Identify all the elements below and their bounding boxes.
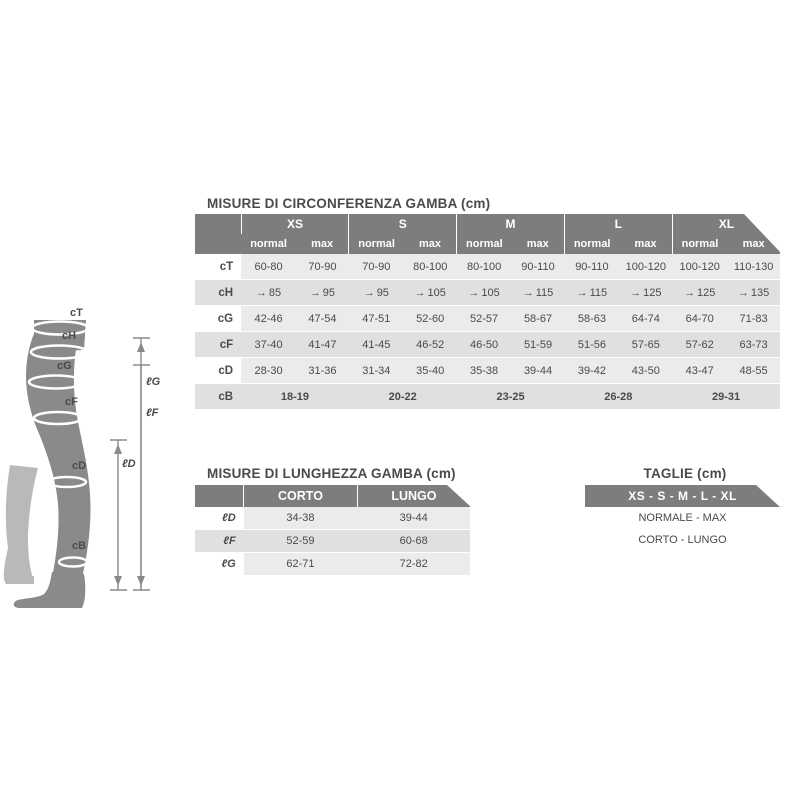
arrow-icon: → — [468, 286, 480, 299]
cell: 57-62 — [672, 332, 727, 358]
cell — [404, 280, 457, 306]
row-label-cG: cG — [195, 306, 241, 332]
subheader-xl-normal: normal — [672, 234, 727, 254]
arrow-icon: → — [630, 286, 642, 299]
cell: 41-47 — [296, 332, 349, 358]
cell: 80-100 — [404, 254, 457, 280]
cell: 51-59 — [512, 332, 565, 358]
label-cB: cB — [72, 540, 87, 552]
cell-value: 125 — [697, 286, 716, 299]
size-header-m: M — [457, 214, 565, 234]
label-lF: ℓF — [146, 407, 159, 419]
cell-value: 85 — [268, 286, 282, 299]
sizes-row-normale-max: NORMALE - MAX — [585, 507, 780, 529]
cell: 90-110 — [564, 254, 619, 280]
cell: 46-52 — [404, 332, 457, 358]
cell: 58-67 — [512, 306, 565, 332]
cell: 47-54 — [296, 306, 349, 332]
label-lG: ℓG — [146, 376, 161, 388]
cell-value: 95 — [322, 286, 336, 299]
cell: 28-30 — [241, 358, 296, 384]
leg-illustration — [0, 290, 195, 610]
length-title: MISURE DI LUNGHEZZA GAMBA (cm) — [207, 466, 456, 481]
cell — [727, 280, 780, 306]
row-label-cF: cF — [195, 332, 241, 358]
cell — [512, 280, 565, 306]
length-header-corto: CORTO — [244, 485, 358, 507]
cell-value: 135 — [750, 286, 770, 299]
cell: 52-60 — [404, 306, 457, 332]
cell: 31-36 — [296, 358, 349, 384]
arrow-icon: → — [522, 286, 534, 299]
cell — [241, 280, 296, 306]
arrow-icon: → — [414, 286, 426, 299]
cell: 42-46 — [241, 306, 296, 332]
cell: 110-130 — [727, 254, 780, 280]
size-header-s: S — [349, 214, 457, 234]
row-label-lF: ℓF — [195, 530, 244, 553]
arrow-icon: → — [737, 286, 749, 299]
row-label-cT: cT — [195, 254, 241, 280]
cell: 70-90 — [349, 254, 404, 280]
cell: 52-59 — [244, 530, 358, 553]
cell: 26-28 — [564, 384, 672, 410]
subheader-xl-max: max — [727, 234, 780, 254]
cell: 18-19 — [241, 384, 349, 410]
label-cD: cD — [72, 460, 87, 472]
cell: 31-34 — [349, 358, 404, 384]
cell — [349, 280, 404, 306]
arrow-icon: → — [363, 286, 375, 299]
size-header-xl: XL — [672, 214, 780, 234]
cell: 39-42 — [564, 358, 619, 384]
cell: 34-38 — [244, 507, 358, 530]
cell — [564, 280, 619, 306]
row-label-lD: ℓD — [195, 507, 244, 530]
row-label-lG: ℓG — [195, 553, 244, 576]
cell: 29-31 — [672, 384, 780, 410]
length-header-notch — [447, 485, 471, 507]
cell: 71-83 — [727, 306, 780, 332]
sizes-title: TAGLIE (cm) — [643, 466, 727, 481]
arrow-icon: → — [576, 286, 588, 299]
label-cT: cT — [70, 307, 83, 319]
cell: 43-47 — [672, 358, 727, 384]
cell: 46-50 — [457, 332, 512, 358]
size-header-l: L — [564, 214, 672, 234]
cell: 39-44 — [357, 507, 470, 530]
subheader-xs-normal: normal — [241, 234, 296, 254]
cell — [457, 280, 512, 306]
cell: 62-71 — [244, 553, 358, 576]
length-header-row — [195, 485, 470, 507]
table-row — [195, 254, 780, 280]
length-header-lungo: LUNGO — [357, 485, 470, 507]
cell: 64-70 — [672, 306, 727, 332]
row-label-cD: cD — [195, 358, 241, 384]
cell: 60-68 — [357, 530, 470, 553]
cell — [672, 280, 727, 306]
cell-value: 105 — [427, 286, 446, 299]
arrow-icon: → — [255, 286, 267, 299]
label-lD: ℓD — [122, 458, 136, 470]
table-row — [195, 530, 470, 553]
cell: 48-55 — [727, 358, 780, 384]
subheader-m-normal: normal — [457, 234, 512, 254]
cell: 52-57 — [457, 306, 512, 332]
cell-value: 95 — [376, 286, 389, 299]
subheader-l-normal: normal — [564, 234, 619, 254]
cell: 37-40 — [241, 332, 296, 358]
sizes-box — [585, 485, 780, 551]
cell: 57-65 — [619, 332, 672, 358]
cell: 51-56 — [564, 332, 619, 358]
size-header-xs: XS — [241, 214, 349, 234]
arrow-icon: → — [684, 286, 696, 299]
table-row — [195, 507, 470, 530]
table-row — [195, 384, 780, 410]
cell: 35-38 — [457, 358, 512, 384]
sizes-header-notch — [756, 485, 780, 507]
label-cH: cH — [62, 330, 77, 342]
leg-diagram — [0, 290, 195, 610]
header-band-notch — [744, 214, 782, 254]
cell: 64-74 — [619, 306, 672, 332]
table-row — [195, 553, 470, 576]
cell-value: 115 — [535, 286, 554, 299]
subheader-xs-max: max — [296, 234, 349, 254]
subheader-s-max: max — [404, 234, 457, 254]
table-row — [195, 306, 780, 332]
size-header-row — [195, 214, 780, 234]
cell: 70-90 — [296, 254, 349, 280]
cell: 90-110 — [512, 254, 565, 280]
length-table — [195, 485, 470, 575]
row-label-cB: cB — [195, 384, 241, 410]
arrow-icon: → — [309, 286, 321, 299]
table-row — [195, 280, 780, 306]
cell: 41-45 — [349, 332, 404, 358]
row-label-cH: cH — [195, 280, 241, 306]
label-cG: cG — [57, 360, 72, 372]
cell: 23-25 — [457, 384, 565, 410]
cell-value: 125 — [643, 286, 662, 299]
cell-value: 105 — [481, 286, 500, 299]
subheader-s-normal: normal — [349, 234, 404, 254]
cell: 20-22 — [349, 384, 457, 410]
cell-value: 115 — [589, 286, 608, 299]
subheader-row — [195, 234, 780, 254]
table-row — [195, 358, 780, 384]
cell: 60-80 — [241, 254, 296, 280]
cell: 100-120 — [619, 254, 672, 280]
subheader-m-max: max — [512, 234, 565, 254]
cell: 100-120 — [672, 254, 727, 280]
table-row — [195, 332, 780, 358]
sizes-row-corto-lungo: CORTO - LUNGO — [585, 529, 780, 551]
circumference-table — [195, 214, 780, 409]
cell — [619, 280, 672, 306]
cell: 80-100 — [457, 254, 512, 280]
cell: 39-44 — [512, 358, 565, 384]
corner-cell — [195, 214, 241, 234]
circumference-title: MISURE DI CIRCONFERENZA GAMBA (cm) — [207, 196, 491, 211]
cell: 63-73 — [727, 332, 780, 358]
cell: 72-82 — [357, 553, 470, 576]
cell: 43-50 — [619, 358, 672, 384]
cell: 35-40 — [404, 358, 457, 384]
sizes-header: XS - S - M - L - XL — [585, 485, 780, 507]
subheader-corner — [195, 234, 241, 254]
cell — [296, 280, 349, 306]
label-cF: cF — [65, 396, 78, 408]
subheader-l-max: max — [619, 234, 672, 254]
cell: 58-63 — [564, 306, 619, 332]
cell: 47-51 — [349, 306, 404, 332]
length-header-corner — [195, 485, 244, 507]
